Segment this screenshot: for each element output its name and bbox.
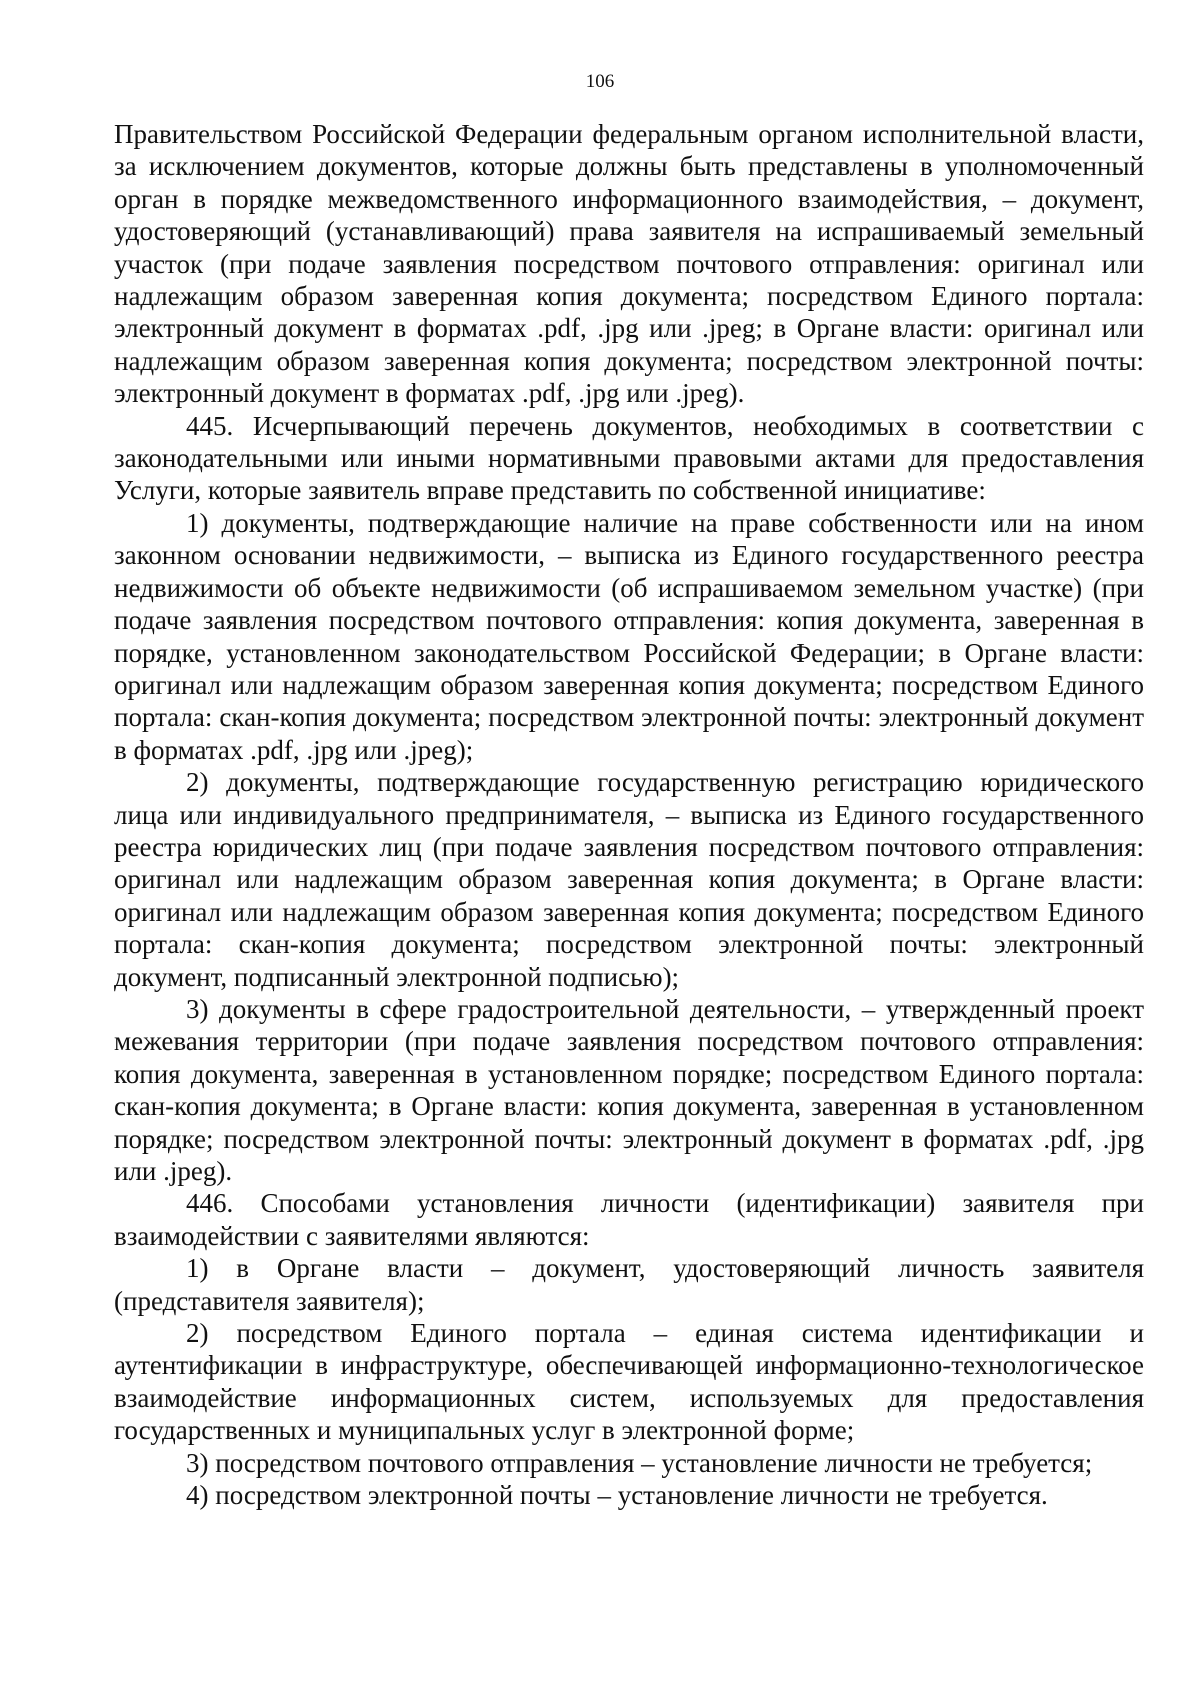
list-item-445-1: 1) документы, подтверждающие наличие на праве собственности или на ином законном основании недвижимости, – выписка из Единого государственного реестра недвижимости об объекте недвижимости (об испрашиваемом земельном участке) (при подаче заявления посредством почтового отправления: копия документа, заверенная в порядке, установленном законодательством Российской Федерации; в Органе власти: оригинал или надлежащим образом заверенная копия документа; посредством Единого портала: скан-копия документа; посредством электронной почты: электронный документ в форматах .pdf, .jpg или .jpeg);: [114, 507, 1144, 765]
list-item-445-3: 3) документы в сфере градостроительной деятельности, – утвержденный проект межевания территории (при подаче заявления посредством почтового отправления: копия документа, заверенная в установленном порядке; посредством Единого портала: скан-копия документа; в Органе власти: копия документа, заверенная в установленном порядке; посредством электронной почты: электронный документ в форматах .pdf, .jpg или .jpeg).: [114, 993, 1144, 1186]
paragraph-continuation: Правительством Российской Федерации федеральным органом исполнительной власти, за исключением документов, которые должны быть представлены в уполномоченный орган в порядке межведомственного информационного взаимодействия, – документ, удостоверяющий (устанавливающий) права заявителя на испрашиваемый земельный участок (при подаче заявления посредством почтового отправления: оригинал или надлежащим образом заверенная копия документа; посредством Единого портала: электронный документ в форматах .pdf, .jpg или .jpeg; в Органе власти: оригинал или надлежащим образом заверенная копия документа; посредством электронной почты: электронный документ в форматах .pdf, .jpg или .jpeg).: [114, 119, 1144, 409]
list-item-445-2: 2) документы, подтверждающие государственную регистрацию юридического лица или индивидуального предпринимателя, – выписка из Единого государственного реестра юридических лиц (при подаче заявления посредством почтового отправления: оригинал или надлежащим образом заверенная копия документа; в Органе власти: оригинал или надлежащим образом заверенная копия документа; посредством Единого портала: скан-копия документа; посредством электронной почты: электронный документ, подписанный электронной подписью);: [114, 767, 1144, 992]
list-item-446-2: 2) посредством Единого портала – единая система идентификации и аутентификации в инфраструктуре, обеспечивающей информационно-технологическое взаимодействие информационных систем, используемых для предоставления государственных и муниципальных услуг в электронной форме;: [114, 1318, 1144, 1446]
page-number: 106: [585, 71, 615, 92]
paragraph-446: 446. Способами установления личности (идентификации) заявителя при взаимодействии с заявителями являются:: [114, 1188, 1144, 1251]
list-item-446-1: 1) в Органе власти – документ, удостоверяющий личность заявителя (представителя заявителя);: [114, 1253, 1144, 1316]
list-item-446-4: 4) посредством электронной почты – установление личности не требуется.: [186, 1480, 1048, 1511]
document-body: [114, 118, 1144, 1511]
list-item-446-3: 3) посредством почтового отправления – установление личности не требуется;: [186, 1447, 1093, 1478]
paragraph-445: 445. Исчерпывающий перечень документов, необходимых в соответствии с законодательными или иными нормативными правовыми актами для предоставления Услуги, которые заявитель вправе представить по собственной инициативе:: [114, 410, 1144, 506]
